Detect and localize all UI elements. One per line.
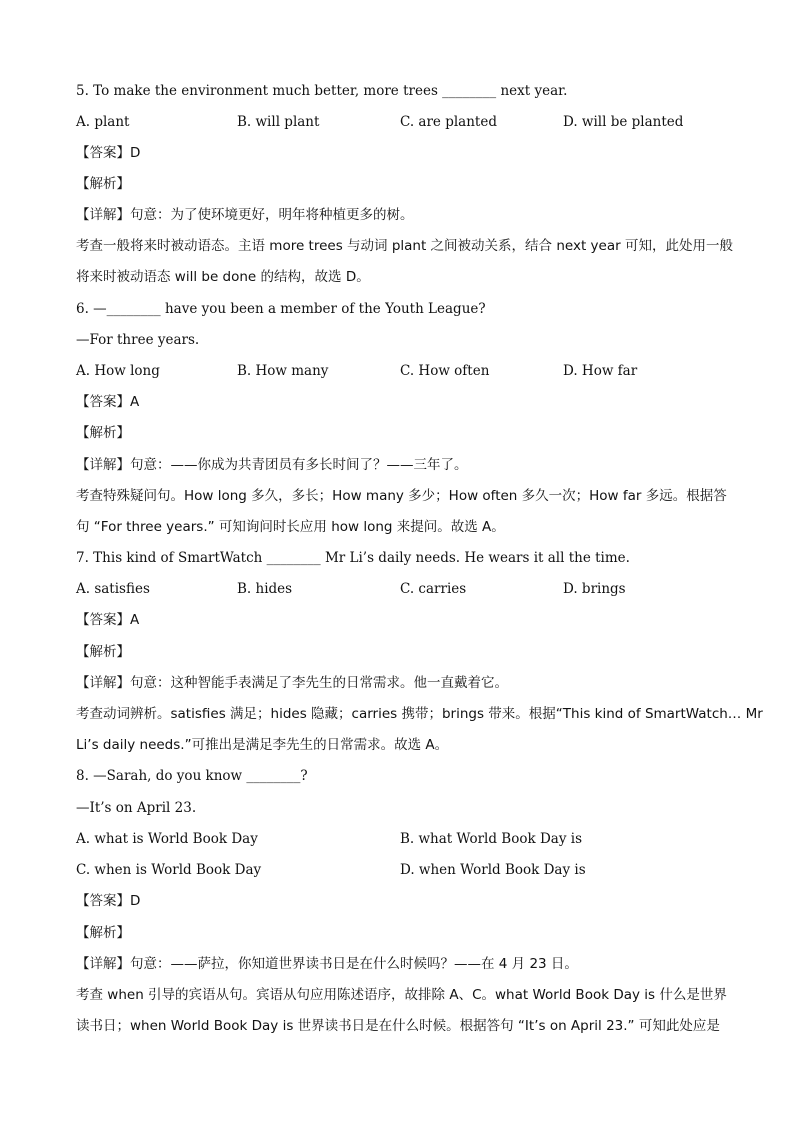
q6-answer: 【答案】A (76, 394, 140, 410)
q5-option-c: C. are planted (400, 114, 497, 130)
question-6-reply: —For three years. (76, 332, 200, 348)
q8-option-d: D. when World Book Day is (400, 862, 586, 878)
q6-detail-line-1: 【详解】句意：——你成为共青团员有多长时间了？——三年了。 (76, 457, 468, 473)
q8-detail-line-1: 【详解】句意：——萨拉，你知道世界读书日是在什么时候吗？——在 4 月 23 日。 (76, 956, 578, 972)
question-5-stem: 5. To make the environment much better, more trees ________ next year. (76, 83, 568, 99)
q6-analysis-label: 【解析】 (76, 425, 130, 441)
q8-detail-line-2: 考查 when 引导的宾语从句。宾语从句应用陈述语序，故排除 A、C。what World Book Day is 什么是世界 (76, 987, 727, 1003)
q6-detail-line-3: 句 “For three years.” 可知询问时长应用 how long 来提问。故选 A。 (76, 519, 505, 535)
question-8-stem: 8. —Sarah, do you know ________? (76, 768, 308, 784)
q5-detail-line-3: 将来时被动语态 will be done 的结构，故选 D。 (76, 269, 370, 285)
q6-option-d: D. How far (563, 363, 638, 379)
q5-detail-line-1: 【详解】句意：为了使环境更好，明年将种植更多的树。 (76, 207, 414, 223)
q7-detail-line-2: 考查动词辨析。satisfies 满足；hides 隐藏；carries 携带；brings 带来。根据“This kind of SmartWatch… Mr (76, 706, 763, 722)
q8-detail-line-3: 读书日；when World Book Day is 世界读书日是在什么时候。根据答句 “It’s on April 23.” 可知此处应是 (76, 1018, 720, 1034)
q8-option-c: C. when is World Book Day (76, 862, 262, 878)
q5-option-d: D. will be planted (563, 114, 684, 130)
q5-detail-line-2: 考查一般将来时被动语态。主语 more trees 与动词 plant 之间被动关系，结合 next year 可知，此处用一般 (76, 238, 733, 254)
question-8-reply: —It’s on April 23. (76, 800, 197, 816)
q6-option-a: A. How long (76, 363, 160, 379)
q8-option-a: A. what is World Book Day (76, 831, 258, 847)
q5-answer: 【答案】D (76, 145, 141, 161)
q5-analysis-label: 【解析】 (76, 176, 130, 192)
q7-option-a: A. satisfies (76, 581, 150, 597)
q7-option-d: D. brings (563, 581, 626, 597)
q7-option-c: C. carries (400, 581, 467, 597)
q8-analysis-label: 【解析】 (76, 925, 130, 941)
q5-option-b: B. will plant (237, 114, 320, 130)
q7-detail-line-3: Li’s daily needs.”可推出是满足李先生的日常需求。故选 A。 (76, 737, 449, 753)
q7-detail-line-1: 【详解】句意：这种智能手表满足了李先生的日常需求。他一直戴着它。 (76, 675, 508, 691)
q8-option-b: B. what World Book Day is (400, 831, 582, 847)
question-6-stem: 6. —________ have you been a member of the Youth League? (76, 301, 486, 317)
question-7-stem: 7. This kind of SmartWatch ________ Mr Li’s daily needs. He wears it all the time. (76, 550, 630, 566)
q6-option-c: C. How often (400, 363, 490, 379)
q5-option-a: A. plant (76, 114, 130, 130)
q7-option-b: B. hides (237, 581, 293, 597)
q7-analysis-label: 【解析】 (76, 644, 130, 660)
q6-option-b: B. How many (237, 363, 329, 379)
q6-detail-line-2: 考查特殊疑问句。How long 多久，多长；How many 多少；How often 多久一次；How far 多远。根据答 (76, 488, 727, 504)
q7-answer: 【答案】A (76, 612, 140, 628)
q8-answer: 【答案】D (76, 893, 141, 909)
